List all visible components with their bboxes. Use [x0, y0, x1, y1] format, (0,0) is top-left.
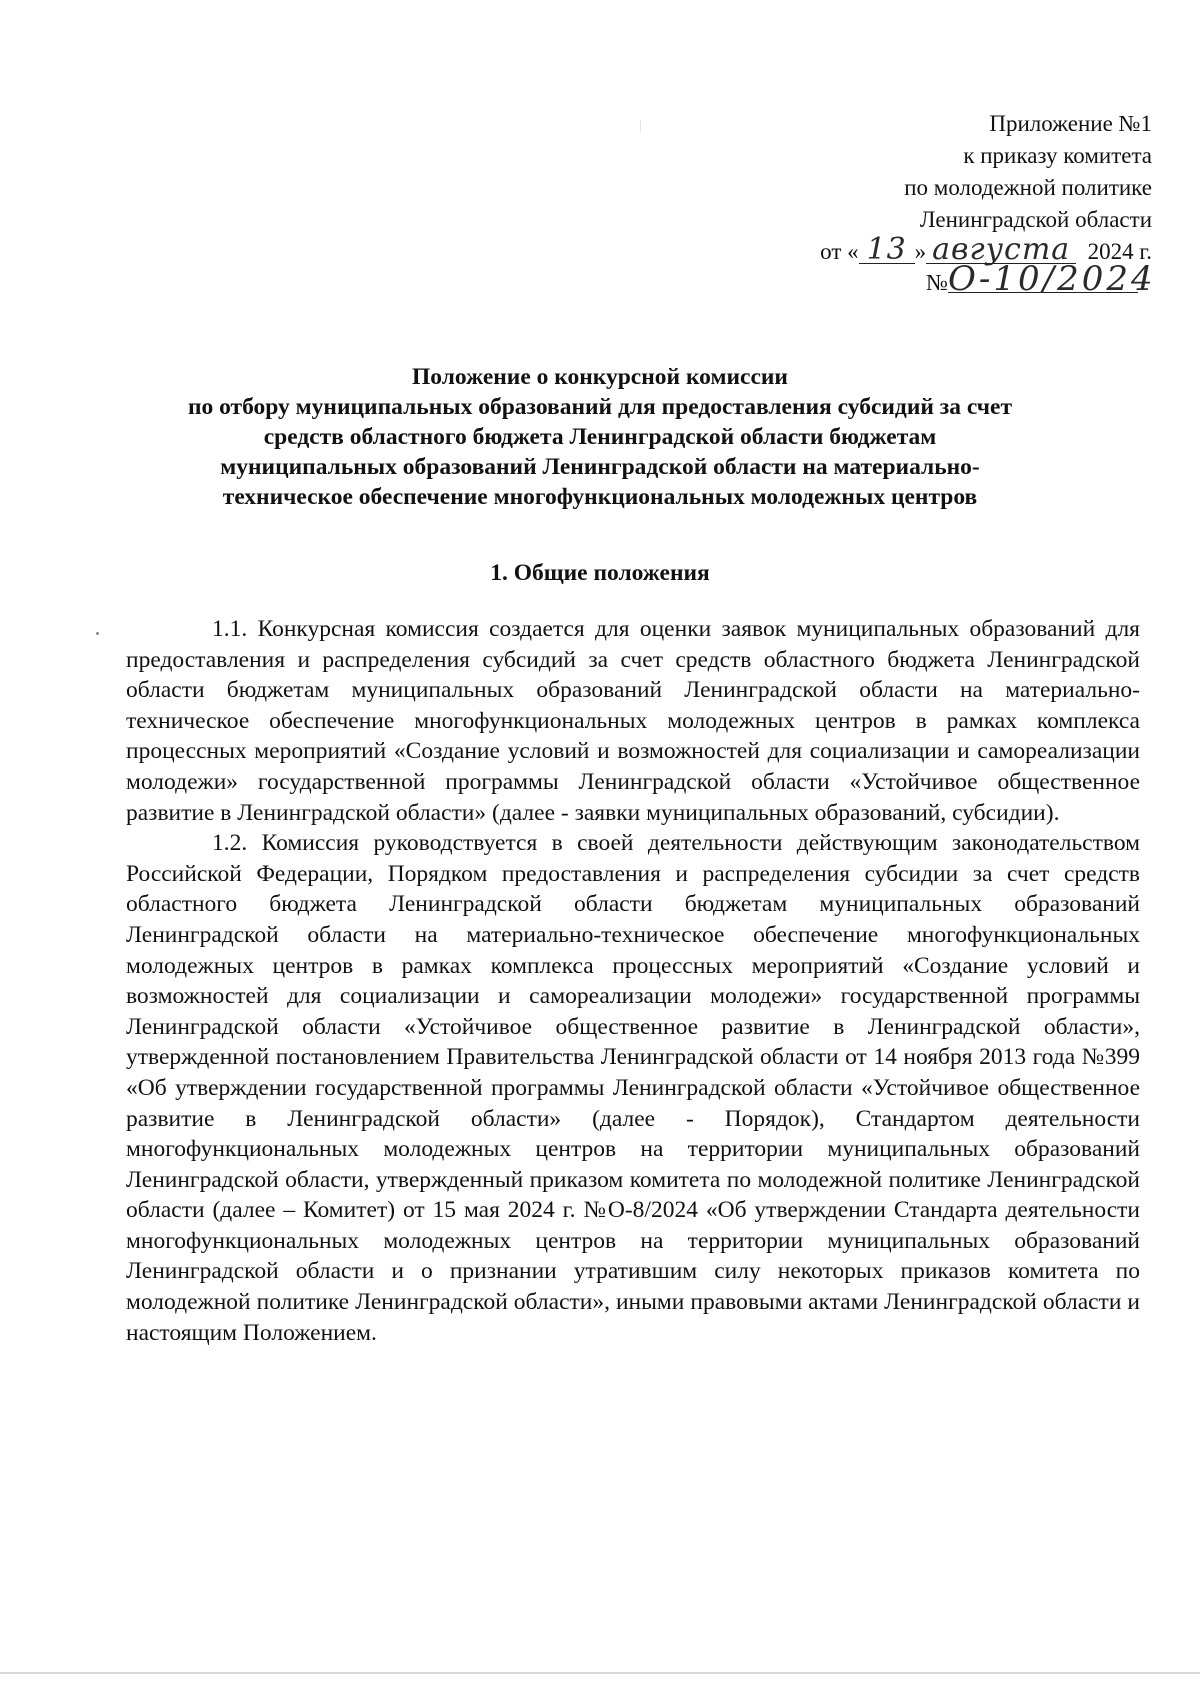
- paragraph-1-2: 1.2. Комиссия руководствуется в своей деятельности действующим законодательством Российской Федерации, Порядком предоставления и распределения субсидии за счет средств областного бюджета Ленинградской области бюджетам муниципальных образований Ленинградской области на материально-техническое обеспечение многофункциональных молодежных центров в рамках комплекса процессных мероприятий «Создание условий и возможностей для социализации и самореализации молодежи» государственной программы Ленинградской области «Устойчивое общественное развитие в Ленинградской области», утвержденной постановлением Правительства Ленинградской области от 14 ноября 2013 года №399 «Об утверждении государственной программы Ленинградской области «Устойчивое общественное развитие в Ленинградской области» (далее - Порядок), Стандартом деятельности многофункциональных молодежных центров на территории муниципальных образований Ленинградской области, утвержденный приказом комитета по молодежной политике Ленинградской области (далее – Комитет) от 15 мая 2024 г. №О-8/2024 «Об утверждении Стандарта деятельности многофункциональных молодежных центров на территории муниципальных образований Ленинградской области и о признании утратившим силу некоторых приказов комитета по молодежной политике Ленинградской области», иными правовыми актами Ленинградской области и настоящим Положением.: [126, 830, 1140, 1346]
- paragraph-1-1: 1.1. Конкурсная комиссия создается для оценки заявок муниципальных образований для предоставления и распределения субсидий за счет средств областного бюджета Ленинградской области бюджетам муниципальных образований Ленинградской области на материально-техническое обеспечение многофункциональных молодежных центров в рамках комплекса процессных мероприятий «Создание условий и возможностей для социализации и самореализации молодежи» государственной программы Ленинградской области «Устойчивое общественное развитие в Ленинградской области» (далее - заявки муниципальных образований, субсидии).: [126, 616, 1140, 826]
- title-line-1: Положение о конкурсной комиссии: [412, 364, 788, 390]
- date-prefix: от «: [820, 239, 859, 264]
- appendix-committee: по молодежной политике: [904, 175, 1152, 200]
- document-body: [126, 614, 1140, 1348]
- scan-artifact-dot: [96, 632, 99, 635]
- section-heading: 1. Общие положения: [490, 560, 710, 586]
- title-line-5: техническое обеспечение многофункциональных молодежных центров: [222, 484, 978, 510]
- appendix-block: [632, 108, 1156, 299]
- appendix-number: [632, 259, 1156, 299]
- appendix-order-ref: к приказу комитета: [963, 143, 1152, 168]
- date-year: 2024 г.: [1087, 239, 1152, 264]
- appendix-title: Приложение №1: [989, 111, 1152, 136]
- number-prefix: №: [926, 270, 948, 295]
- appendix-region: Ленинградской области: [919, 207, 1152, 232]
- date-day-handwritten: 13: [859, 237, 915, 264]
- title-line-2: по отбору муниципальных образований для предоставления субсидий за счет: [187, 394, 1013, 420]
- title-line-4: муниципальных образований Ленинградской области на материально-: [220, 454, 980, 480]
- page-bottom-edge: [0, 1672, 1200, 1674]
- document-title: [90, 362, 1110, 512]
- date-quote-close: »: [914, 239, 927, 264]
- title-line-3: средств областного бюджета Ленинградской области бюджетам: [263, 424, 937, 450]
- number-handwritten: О-10/2024: [948, 259, 1156, 299]
- date-month-handwritten: августа: [926, 237, 1076, 264]
